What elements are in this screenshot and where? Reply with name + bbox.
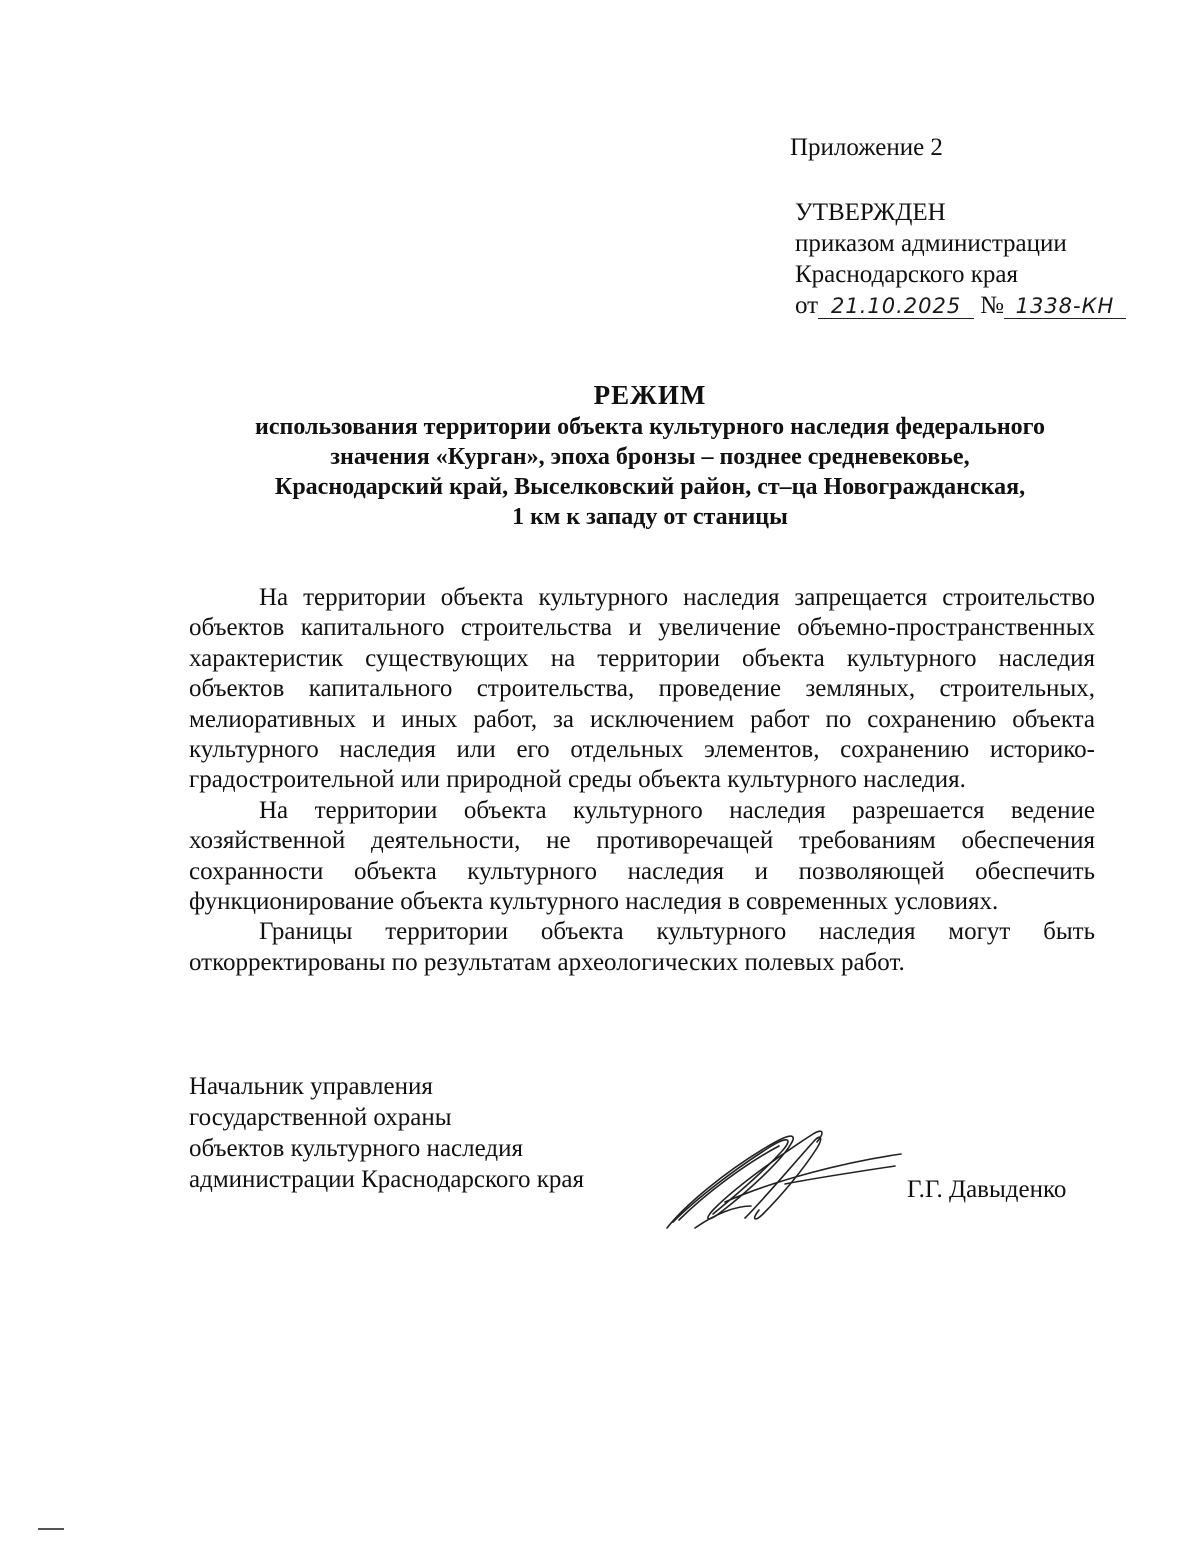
scan-corner-mark bbox=[38, 1528, 64, 1530]
handwritten-signature bbox=[655, 1110, 905, 1240]
title-line-2: значения «Курган», эпоха бронзы – позднее средневековье, bbox=[330, 444, 970, 470]
number-prefix: № bbox=[980, 292, 1004, 319]
signatory-position bbox=[189, 1071, 584, 1195]
signatory-position-line-2: государственной охраны bbox=[189, 1104, 452, 1131]
signatory-position-line-1: Начальник управления bbox=[189, 1073, 433, 1100]
document-body bbox=[189, 583, 1095, 978]
signatory-position-line-4: администрации Краснодарского края bbox=[189, 1166, 585, 1193]
approved-region: Краснодарского края bbox=[795, 261, 1018, 288]
order-date-handwritten: 21.10.2025 bbox=[818, 294, 974, 319]
paragraph-boundaries: Границы территории объекта культурного наследия могут быть откорректированы по результатам археологических полевых работ. bbox=[189, 918, 1095, 976]
order-date-number-line bbox=[795, 290, 1126, 321]
approved-by-order: приказом администрации bbox=[795, 230, 1067, 257]
document-title-block bbox=[150, 380, 1150, 532]
paragraph-permissions: На территории объекта культурного наследия разрешается ведение хозяйственной деятельности, не противоречащей требованиям обеспечения сохранности объекта культурного наследия и позволяющей обеспечить функционирование объекта культурного наследия в современных условиях. bbox=[189, 796, 1095, 916]
signatory-position-line-3: объектов культурного наследия bbox=[189, 1135, 523, 1162]
appendix-label: Приложение 2 bbox=[790, 134, 943, 161]
approved-label: УТВЕРЖДЕН bbox=[795, 199, 946, 226]
signatory-name: Г.Г. Давыденко bbox=[907, 1176, 1067, 1203]
title-line-4: 1 км к западу от станицы bbox=[512, 504, 788, 530]
paragraph-prohibitions: На территории объекта культурного наследия запрещается строительство объектов капитального строительства и увеличение объемно-пространственных характеристик существующих на территории объекта культурного наследия объектов капитального строительства, проведение земляных, строительных, мелиоративных и иных работ, за исключением работ по сохранению объекта культурного наследия или его отдельных элементов, сохранению историко-градостроительной или природной среды объекта культурного наследия. bbox=[189, 584, 1095, 794]
title-line-3: Краснодарский край, Выселковский район, ст–ца Новогражданская, bbox=[274, 474, 1026, 500]
date-prefix: от bbox=[795, 292, 819, 319]
order-number-handwritten: 1338-КН bbox=[1004, 294, 1126, 319]
document-title: РЕЖИМ bbox=[593, 380, 707, 410]
title-line-1: использования территории объекта культурного наследия федерального bbox=[255, 414, 1045, 440]
approval-block bbox=[795, 197, 1126, 321]
